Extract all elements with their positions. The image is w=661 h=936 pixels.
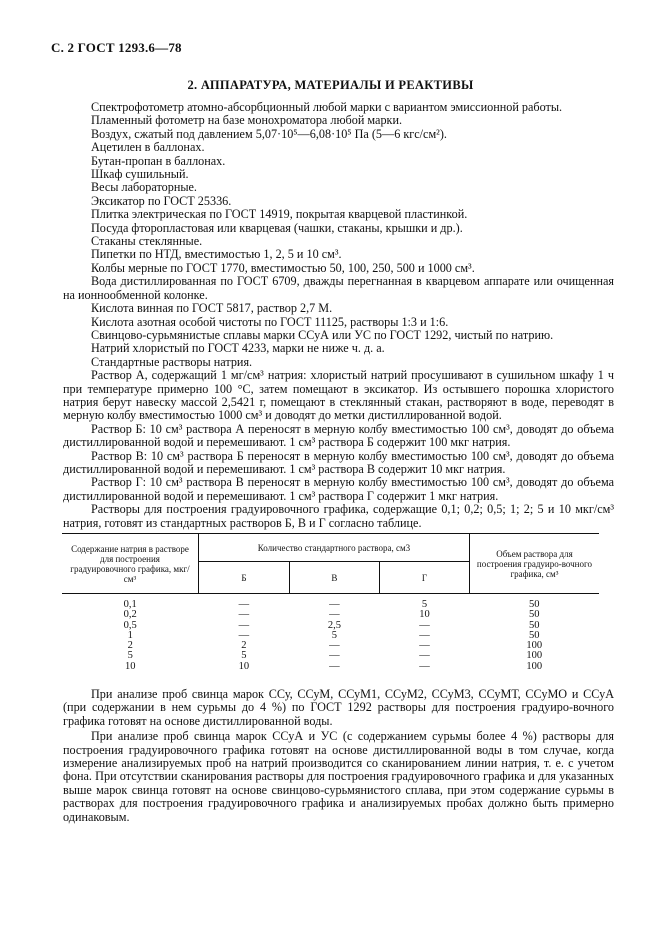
table-cell: — <box>329 609 340 621</box>
list-item: Воздух, сжатый под давлением 5,07·10⁵—6,08·10⁵ Па (5—6 кгс/см²). <box>91 126 447 141</box>
table-cell: 5 <box>331 629 338 641</box>
header-b: Б <box>198 562 289 594</box>
table-cell: — <box>238 599 250 610</box>
note-paragraph: При анализе проб свинца марок ССуА и УС (с содержанием сурьмы более 4 %) растворы для построения градуировочного графика готовят на основе дистиллированной воды в том случае, когда измерение анализируемых проб на натрий производится со сканированием линии натрия, т. е. с учетом фона. При отсутствии сканирования растворы для построения градуировочного графика и для указанных выше марок свинца готовят на основе свинцово-сурьмянистого сплава, при этом содержание сурьмы в растворах для построения градуировочного графика и анализируемых пробах должно быть примерно одинаковым. <box>63 729 614 824</box>
table-row <box>62 621 599 631</box>
table-cell: — <box>238 609 250 621</box>
table-cell: 2,5 <box>327 619 341 631</box>
solution-paragraph: Раствор А, содержащий 1 мг/см³ натрия: хлористый натрий просушивают в сушильном шкафу 1 ч при температуре примерно 100 °С, затем помещают в эксикатор. Из остывшего порошка хлористого натрия берут навеску массой 2,5421 г, помещают в стеклянный стакан, растворяют в воде, переводят в мерную колбу вместимостью 1000 см³ и доводят до метки дистиллированной водой. <box>63 368 614 423</box>
list-item-water: Вода дистиллированная по ГОСТ 6709, дважды перегнанная в кварцевом аппарате или очищенная на ионнообменной колонке. <box>63 274 614 302</box>
table-body <box>62 594 599 673</box>
list-item: Ацетилен в баллонах. <box>91 140 205 155</box>
list-item: Бутан-пропан в баллонах. <box>91 153 226 168</box>
table-cell: — <box>419 629 430 641</box>
list-item: Кислота винная по ГОСТ 5817, раствор 2,7 М. <box>91 301 333 316</box>
list-item: Стаканы стеклянные. <box>91 234 203 249</box>
table-row <box>62 662 599 672</box>
table-cell: 0,2 <box>123 609 137 621</box>
list-item: Весы лабораторные. <box>91 180 197 195</box>
table-cell: 5 <box>241 650 247 662</box>
list-item: Пипетки по НТД, вместимостью 1, 2, 5 и 10 см³. <box>91 247 342 262</box>
table-cell: 50 <box>528 599 540 610</box>
table-cell: — <box>419 619 430 631</box>
table-cell: — <box>329 599 340 610</box>
header-v: В <box>289 562 379 594</box>
table-cell: — <box>419 650 430 662</box>
table-cell: 50 <box>528 629 540 641</box>
table-cell: 10 <box>419 609 430 621</box>
table-cell: — <box>238 619 250 631</box>
table-cell: 0,1 <box>123 599 137 610</box>
page-header: С. 2 ГОСТ 1293.6—78 <box>51 40 182 55</box>
list-item: Натрий хлористый по ГОСТ 4233, марки не ниже ч. д. а. <box>91 341 385 356</box>
table-cell: — <box>329 660 340 672</box>
table-cell: — <box>419 640 430 652</box>
table-cell: 5 <box>127 650 133 662</box>
table-cell: 50 <box>528 609 540 621</box>
table-cell: 0,5 <box>123 619 137 631</box>
list-item: Эксикатор по ГОСТ 25336. <box>91 193 232 208</box>
list-item: Спектрофотометр атомно-абсорбционный любой марки с вариантом эмиссионной работы. <box>91 100 563 114</box>
list-item: Стандартные растворы натрия. <box>91 354 253 369</box>
header-quantity: Количество стандартного раствора, см3 <box>198 534 469 562</box>
list-item: Посуда фторопластовая или кварцевая (чашки, стаканы, крышки и др.). <box>91 220 463 235</box>
table-cell: 2 <box>241 640 247 652</box>
solution-paragraph: Раствор Б: 10 см³ раствора А переносят в мерную колбу вместимостью 100 см³, доводят до объема дистиллированной водой и перемешивают. 1 см³ раствора Б содержит 100 мкг натрия. <box>63 421 614 450</box>
table-cell: 100 <box>526 660 543 672</box>
list-item: Кислота азотная особой чистоты по ГОСТ 11125, растворы 1:3 и 1:6. <box>91 314 449 329</box>
table-cell: 100 <box>526 640 543 652</box>
table-cell: 1 <box>127 629 133 641</box>
header-content: Содержание натрия в растворе для построения градуировочного графика, мкг/см³ <box>62 534 198 594</box>
section-title: 2. АППАРАТУРА, МАТЕРИАЛЫ И РЕАКТИВЫ <box>187 78 474 92</box>
list-item: Колбы мерные по ГОСТ 1770, вместимостью 50, 100, 250, 500 и 1000 см³. <box>91 260 475 275</box>
solution-paragraph: Раствор Г: 10 см³ раствора В переносят в мерную колбу вместимостью 100 см³, доводят до объема дистиллированной водой и перемешивают. 1 см³ раствора Г содержит 1 мкг натрия. <box>63 475 614 503</box>
table-cell: — <box>329 640 340 652</box>
header-volume: Объем раствора для построения градуиро-вочного графика, см³ <box>476 548 592 579</box>
table-row <box>62 594 599 611</box>
table-cell: — <box>419 660 430 672</box>
note-paragraph: При анализе проб свинца марок ССу, ССуМ, ССуМ1, ССуМ2, ССуМ3, ССуМТ, ССуМО и ССуА (при содержании в нем сурьмы до 4 %) по ГОСТ 1292 растворы для построения градуиро-вочного графика готовят на основе дистиллированной воды. <box>63 687 614 728</box>
table-cell: 2 <box>127 640 133 652</box>
table-cell: — <box>329 650 340 662</box>
table-cell: 5 <box>421 599 428 610</box>
list-item: Пламенный фотометр на базе монохроматора любой марки. <box>91 113 403 128</box>
list-item: Шкаф сушильный. <box>91 167 189 182</box>
table-cell: 10 <box>124 660 136 672</box>
list-item: Плитка электрическая по ГОСТ 14919, покрытая кварцевой пластинкой. <box>91 207 468 222</box>
list-item: Свинцово-сурьмянистые сплавы марки ССуА или УС по ГОСТ 1292, чистый по натрию. <box>91 327 554 342</box>
calibration-table <box>62 533 599 672</box>
table-cell: 10 <box>238 660 250 672</box>
notes <box>63 688 614 824</box>
table-cell: 100 <box>526 650 543 662</box>
solution-paragraph: Раствор В: 10 см³ раствора Б переносят в мерную колбу вместимостью 100 см³, доводят до объема дистиллированной водой и перемешивают. 1 см³ раствора В содержит 10 мкг натрия. <box>63 448 614 476</box>
table-cell: 50 <box>528 619 540 631</box>
table-cell: — <box>238 629 250 641</box>
equipment-list <box>63 100 614 530</box>
solution-paragraph: Растворы для построения градуировочного графика, содержащие 0,1; 0,2; 0,5; 1; 2; 5 и 10 мкг/см³ натрия, готовят из стандартных растворов Б, В и Г согласно таблице. <box>63 502 614 530</box>
header-g: Г <box>379 562 469 594</box>
